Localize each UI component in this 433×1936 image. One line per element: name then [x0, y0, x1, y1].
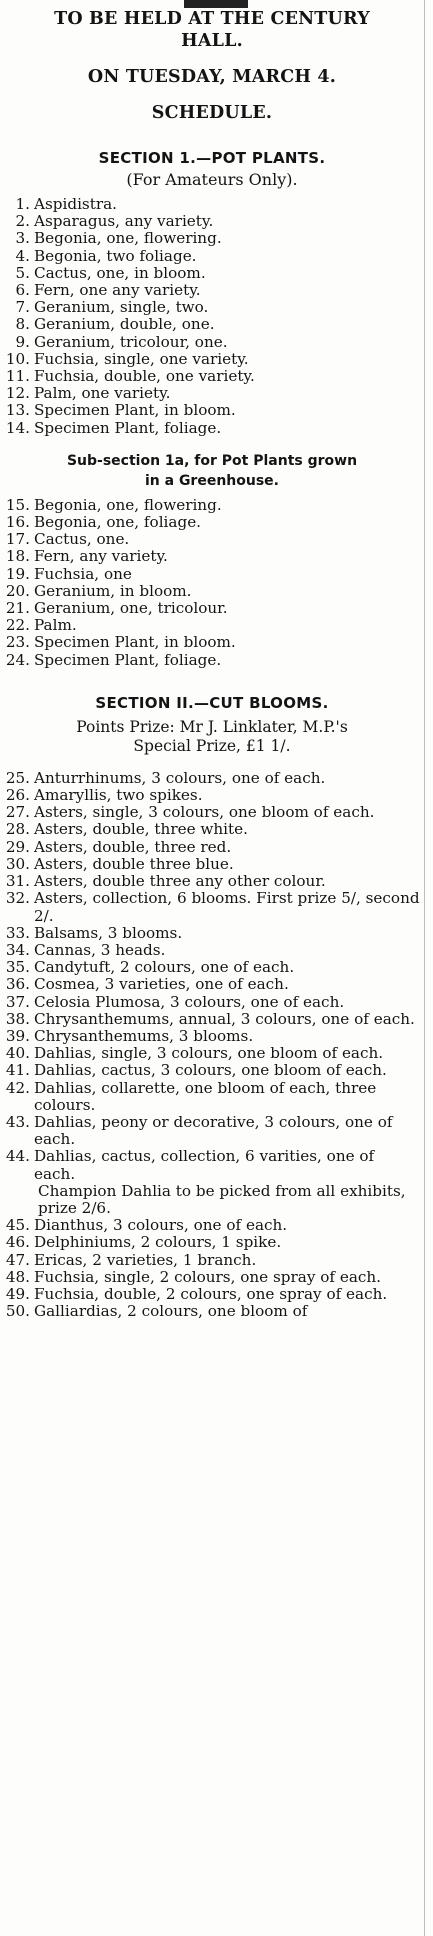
schedule-item	[4, 334, 420, 351]
item-text: Dianthus, 3 colours, one of each.	[34, 1216, 288, 1235]
schedule-item	[4, 583, 420, 600]
item-number: 14.	[5, 418, 30, 437]
item-text: Asparagus, any variety.	[34, 212, 214, 231]
section-2-heading: SECTION II.—CUT BLOOMS.	[95, 693, 329, 712]
subsection-1a-list	[4, 497, 420, 669]
venue-line-1: TO BE HELD AT THE CENTURY	[54, 9, 370, 29]
schedule-item	[4, 368, 420, 385]
item-number: 34.	[5, 940, 30, 959]
item-text: Asters, double, three white.	[34, 820, 248, 839]
item-number: 43.	[5, 1112, 30, 1131]
schedule-item	[4, 1303, 420, 1320]
item-text: Asters, double, three red.	[34, 837, 232, 856]
points-prize-line-1: Points Prize: Mr J. Linklater, M.P.'s	[76, 717, 348, 736]
schedule-item	[4, 213, 420, 230]
item-text: Fuchsia, double, 2 colours, one spray of each.	[34, 1284, 388, 1303]
item-number: 49.	[5, 1284, 30, 1303]
item-text: Ericas, 2 varieties, 1 branch.	[34, 1250, 257, 1269]
item-text: Specimen Plant, in bloom.	[34, 401, 236, 420]
schedule-item	[4, 821, 420, 838]
item-number: 30.	[5, 854, 30, 873]
item-text: Anturrhinums, 3 colours, one of each.	[34, 768, 326, 787]
item-number: 29.	[5, 837, 30, 856]
schedule-item	[4, 600, 420, 617]
schedule-item	[4, 1252, 420, 1269]
item-text: Fuchsia, single, one variety.	[34, 349, 249, 368]
item-text: Specimen Plant, foliage.	[34, 650, 222, 669]
schedule-item	[4, 787, 420, 804]
event-date: ON TUESDAY, MARCH 4.	[87, 67, 337, 87]
item-text: Cannas, 3 heads.	[34, 940, 166, 959]
item-number: 10.	[5, 349, 30, 368]
venue-line-2: HALL.	[181, 31, 243, 51]
item-number: 15.	[5, 495, 30, 514]
item-text: Amaryllis, two spikes.	[34, 786, 203, 805]
points-prize-line-2: Special Prize, £1 1/.	[133, 736, 291, 755]
item-number: 25.	[5, 768, 30, 787]
item-number: 20.	[5, 581, 30, 600]
item-text: Cactus, one.	[34, 530, 130, 549]
schedule-item	[4, 890, 420, 924]
schedule-item	[4, 942, 420, 959]
item-number: 39.	[5, 1026, 30, 1045]
item-number: 50.	[5, 1302, 30, 1321]
item-text: Dahlias, cactus, collection, 6 varities, one of each.	[34, 1147, 375, 1183]
item-number: 26.	[5, 786, 30, 805]
item-text: Begonia, one, flowering.	[34, 495, 222, 514]
item-number: 12.	[5, 384, 30, 403]
schedule-item	[4, 1045, 420, 1062]
item-number: 9.	[15, 332, 30, 351]
item-text: Geranium, one, tricolour.	[34, 599, 228, 618]
item-text: Cosmea, 3 varieties, one of each.	[34, 975, 289, 994]
item-text: Asters, double three any other colour.	[34, 872, 326, 891]
item-text: Candytuft, 2 colours, one of each.	[34, 958, 295, 977]
item-number: 40.	[5, 1044, 30, 1063]
schedule-item	[4, 402, 420, 419]
item-text: Geranium, tricolour, one.	[34, 332, 228, 351]
item-number: 21.	[5, 599, 30, 618]
item-number: 7.	[15, 298, 30, 317]
item-text: Fuchsia, one	[34, 564, 132, 583]
item-number: 37.	[5, 992, 30, 1011]
item-number: 48.	[5, 1267, 30, 1286]
item-text: Palm, one variety.	[34, 384, 171, 403]
item-text: Palm.	[34, 616, 77, 635]
item-text: Geranium, single, two.	[34, 298, 209, 317]
item-number: 31.	[5, 872, 30, 891]
item-text: Fuchsia, single, 2 colours, one spray of each.	[34, 1267, 381, 1286]
schedule-item	[4, 839, 420, 856]
item-number: 45.	[5, 1216, 30, 1235]
item-number: 3.	[15, 229, 30, 248]
item-number: 41.	[5, 1061, 30, 1080]
schedule-item	[4, 652, 420, 669]
schedule-item	[4, 873, 420, 890]
item-number: 47.	[5, 1250, 30, 1269]
item-number: 24.	[5, 650, 30, 669]
schedule-item	[4, 617, 420, 634]
schedule-item	[4, 299, 420, 316]
item-text: Aspidistra.	[34, 195, 117, 213]
item-number: 16.	[5, 513, 30, 532]
item-text: Dahlias, collarette, one bloom of each, three colours.	[34, 1078, 377, 1114]
schedule-item	[4, 925, 420, 942]
item-number: 35.	[5, 958, 30, 977]
schedule-item	[4, 1269, 420, 1286]
schedule-item	[4, 1148, 420, 1182]
item-text: Fern, one any variety.	[34, 281, 201, 300]
item-text: Fuchsia, double, one variety.	[34, 367, 255, 386]
item-text: Fern, any variety.	[34, 547, 168, 566]
schedule-item	[4, 385, 420, 402]
item-text: Begonia, two foliage.	[34, 246, 197, 265]
item-text: Specimen Plant, foliage.	[34, 418, 222, 437]
item-text: Cactus, one, in bloom.	[34, 263, 206, 282]
schedule-item	[4, 566, 420, 583]
item-number: 46.	[5, 1233, 30, 1252]
item-text: Chrysanthemums, 3 blooms.	[34, 1026, 254, 1045]
schedule-item	[4, 1286, 420, 1303]
column-rule	[424, 0, 425, 1936]
item-text: Asters, collection, 6 blooms. First prize 5/, second 2/.	[34, 889, 420, 925]
item-number: 11.	[5, 367, 30, 386]
schedule-item	[4, 497, 420, 514]
item-number: 4.	[15, 246, 30, 265]
schedule-item	[4, 1217, 420, 1234]
header-bar	[184, 0, 248, 8]
item-number: 13.	[5, 401, 30, 420]
item-number: 8.	[15, 315, 30, 334]
item-number: 28.	[5, 820, 30, 839]
item-text: Dahlias, cactus, 3 colours, one bloom of each.	[34, 1061, 387, 1080]
schedule-item	[4, 351, 420, 368]
item-text: Dahlias, single, 3 colours, one bloom of each.	[34, 1044, 384, 1063]
item-number: 27.	[5, 803, 30, 822]
item-text: Delphiniums, 2 colours, 1 spike.	[34, 1233, 282, 1252]
item-text: Asters, single, 3 colours, one bloom of each.	[34, 803, 375, 822]
subsection-1a-heading-1: Sub-section 1a, for Pot Plants grown	[66, 452, 358, 469]
item-text: Chrysanthemums, annual, 3 colours, one of each.	[34, 1009, 415, 1028]
schedule-item	[4, 770, 420, 787]
schedule-item	[4, 1062, 420, 1079]
item-text: Asters, double three blue.	[34, 854, 234, 873]
item-number: 36.	[5, 975, 30, 994]
item-number: 17.	[5, 530, 30, 549]
schedule-item	[4, 994, 420, 1011]
section-1-note: (For Amateurs Only).	[126, 170, 298, 189]
item-text: Celosia Plumosa, 3 colours, one of each.	[34, 992, 345, 1011]
item-text: Geranium, in bloom.	[34, 581, 192, 600]
item-text: Geranium, double, one.	[34, 315, 215, 334]
item-number: 22.	[5, 616, 30, 635]
item-note: Champion Dahlia to be picked from all exhibits, prize 2/6.	[38, 1181, 406, 1217]
schedule-item	[4, 316, 420, 333]
schedule-item	[4, 1080, 420, 1114]
item-number: 2.	[15, 212, 30, 231]
schedule-item	[4, 282, 420, 299]
schedule-item	[4, 248, 420, 265]
item-number: 44.	[5, 1147, 30, 1166]
schedule-item	[4, 196, 420, 213]
item-text: Galliardias, 2 colours, one bloom of	[34, 1302, 308, 1321]
item-text: Begonia, one, flowering.	[34, 229, 222, 248]
schedule-item	[4, 959, 420, 976]
schedule-item	[4, 514, 420, 531]
schedule-item	[4, 1114, 420, 1148]
schedule-item	[4, 420, 420, 437]
item-number: 33.	[5, 923, 30, 942]
item-text: Specimen Plant, in bloom.	[34, 633, 236, 652]
schedule-item	[4, 531, 420, 548]
item-text: Begonia, one, foliage.	[34, 513, 202, 532]
section-2-list	[4, 770, 420, 1321]
schedule-item	[4, 230, 420, 247]
section-1-heading: SECTION 1.—POT PLANTS.	[98, 149, 326, 167]
item-text: Balsams, 3 blooms.	[34, 923, 183, 942]
item-number: 1.	[15, 195, 30, 213]
schedule-item	[4, 548, 420, 565]
schedule-item	[4, 804, 420, 821]
item-number: 38.	[5, 1009, 30, 1028]
schedule-item	[4, 1028, 420, 1045]
item-number: 42.	[5, 1078, 30, 1097]
schedule-item	[4, 856, 420, 873]
item-number: 23.	[5, 633, 30, 652]
schedule-column	[4, 0, 420, 1320]
schedule-item	[4, 1011, 420, 1028]
subsection-1a-heading-2: in a Greenhouse.	[144, 472, 279, 489]
schedule-item	[4, 1234, 420, 1251]
item-number: 32.	[5, 889, 30, 908]
item-number: 18.	[5, 547, 30, 566]
item-number: 19.	[5, 564, 30, 583]
section-1-list	[4, 196, 420, 437]
item-number: 6.	[15, 281, 30, 300]
item-number: 5.	[15, 263, 30, 282]
schedule-item	[4, 976, 420, 993]
item-text: Dahlias, peony or decorative, 3 colours, one of each.	[34, 1112, 393, 1149]
schedule-item	[4, 265, 420, 282]
schedule-item	[4, 634, 420, 651]
schedule-title: SCHEDULE.	[151, 103, 273, 123]
